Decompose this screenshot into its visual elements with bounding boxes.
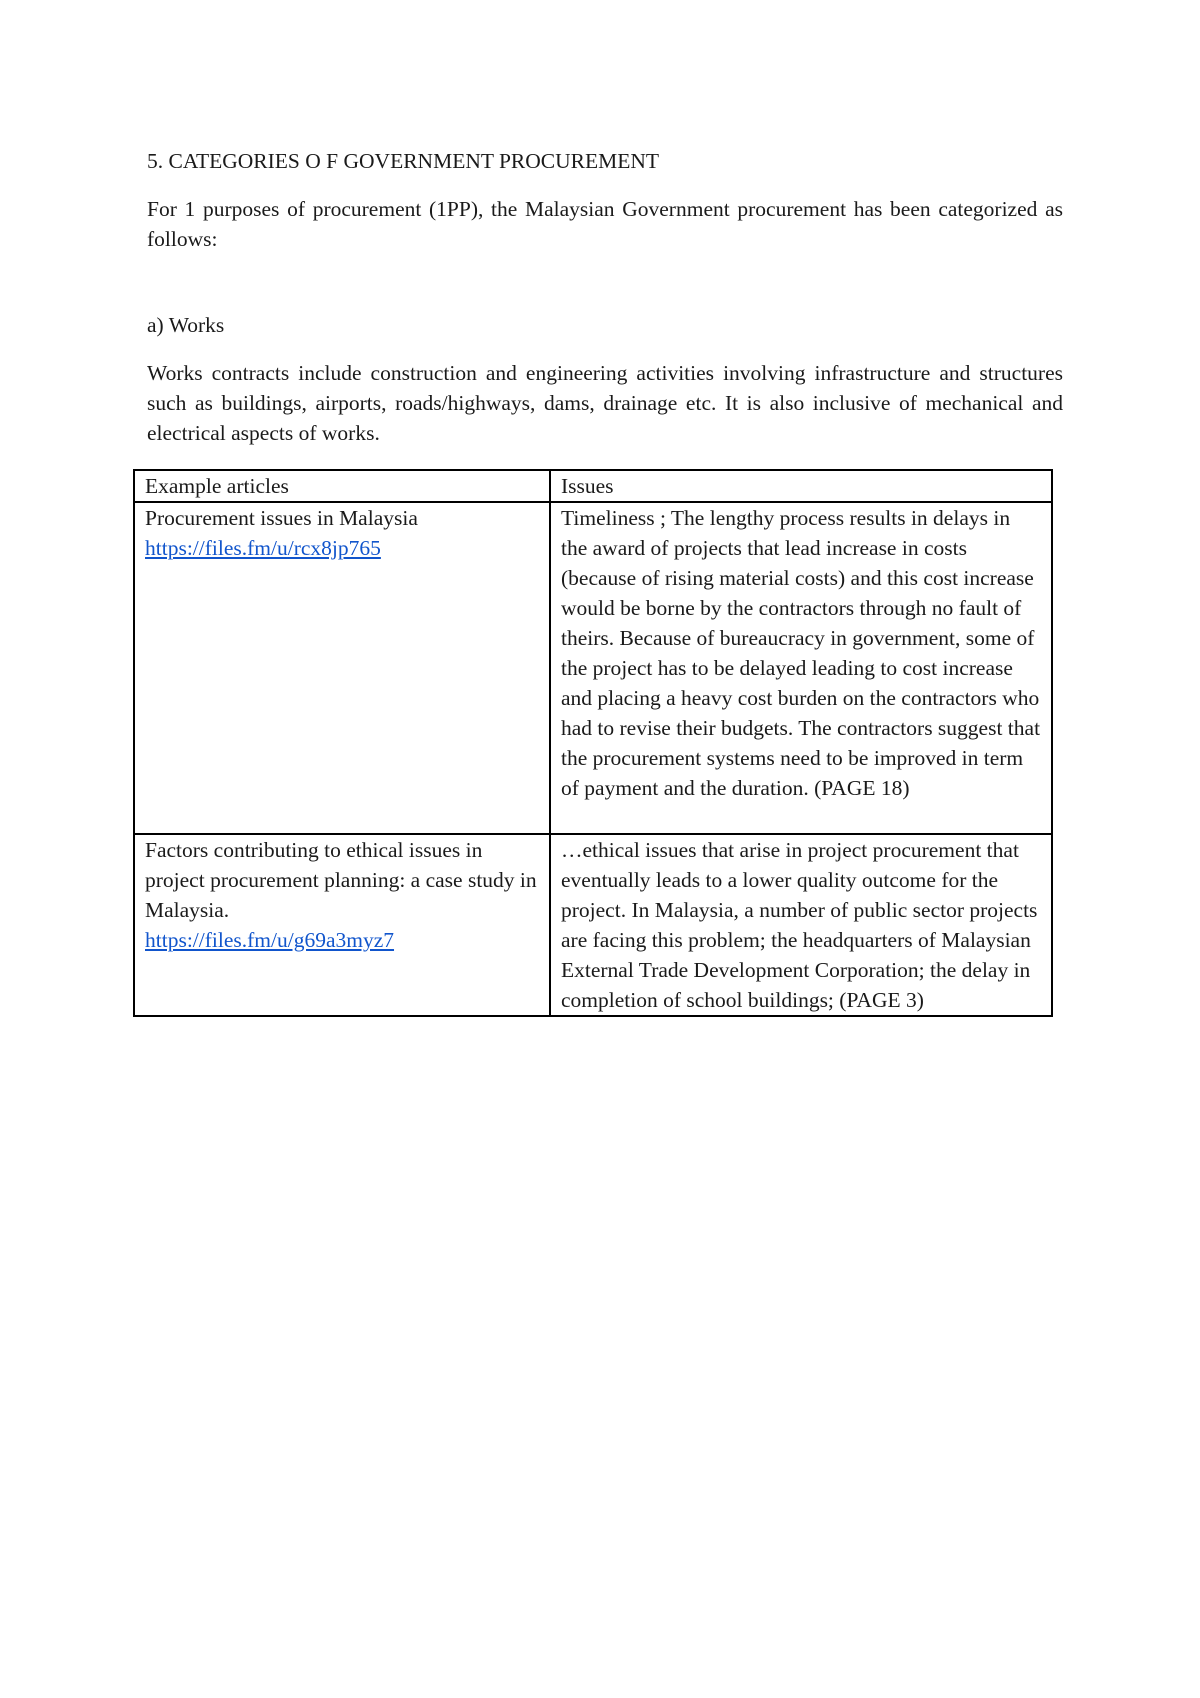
works-paragraph: Works contracts include construction and engineering activities involving infrastructure and structures such as buildings, airports, roads/highways, dams, drainage etc. It is also inclusive of mechanical and electrical aspects of works.: [147, 361, 1063, 445]
issue-cell: [550, 834, 1052, 1016]
article-cell: [134, 834, 550, 1016]
issue-cell: [550, 502, 1052, 834]
table-row: [134, 502, 1052, 834]
article-link[interactable]: https://files.fm/u/g69a3myz7: [145, 928, 395, 952]
header-issues: Issues: [550, 470, 1052, 502]
issue-text: Timeliness ; The lengthy process results in delays in the award of projects that lead increase in costs (because of rising material costs) and this cost increase would be borne by the contractors through no fault of theirs. Because of bureaucracy in government, some of the project has to be delayed leading to cost increase and placing a heavy cost burden on the contractors who had to revise their budgets. The contractors suggest that the procurement systems need to be improved in term of payment and the duration. (PAGE 18): [561, 506, 1041, 800]
article-cell: [134, 502, 550, 834]
issue-text: …ethical issues that arise in project procurement that eventually leads to a lower quality outcome for the project. In Malaysia, a number of public sector projects are facing this problem; the headquarters of Malaysian External Trade Development Corporation; the delay in completion of school buildings; (PAGE 3): [561, 838, 1038, 1012]
table-row: [134, 834, 1052, 1016]
works-subheading: a) Works: [147, 313, 225, 337]
article-link[interactable]: https://files.fm/u/rcx8jp765: [145, 536, 381, 560]
header-example-articles: Example articles: [134, 470, 550, 502]
article-title: Procurement issues in Malaysia: [145, 506, 418, 530]
article-title: Factors contributing to ethical issues in project procurement planning: a case study in Malaysia.: [145, 838, 537, 922]
intro-paragraph: For 1 purposes of procurement (1PP), the Malaysian Government procurement has been categorized as follows:: [147, 197, 1063, 251]
document-body: [147, 146, 1063, 448]
table-header-row: [134, 470, 1052, 502]
section-heading: 5. CATEGORIES O F GOVERNMENT PROCUREMENT: [147, 149, 660, 173]
articles-table: [133, 469, 1053, 1017]
